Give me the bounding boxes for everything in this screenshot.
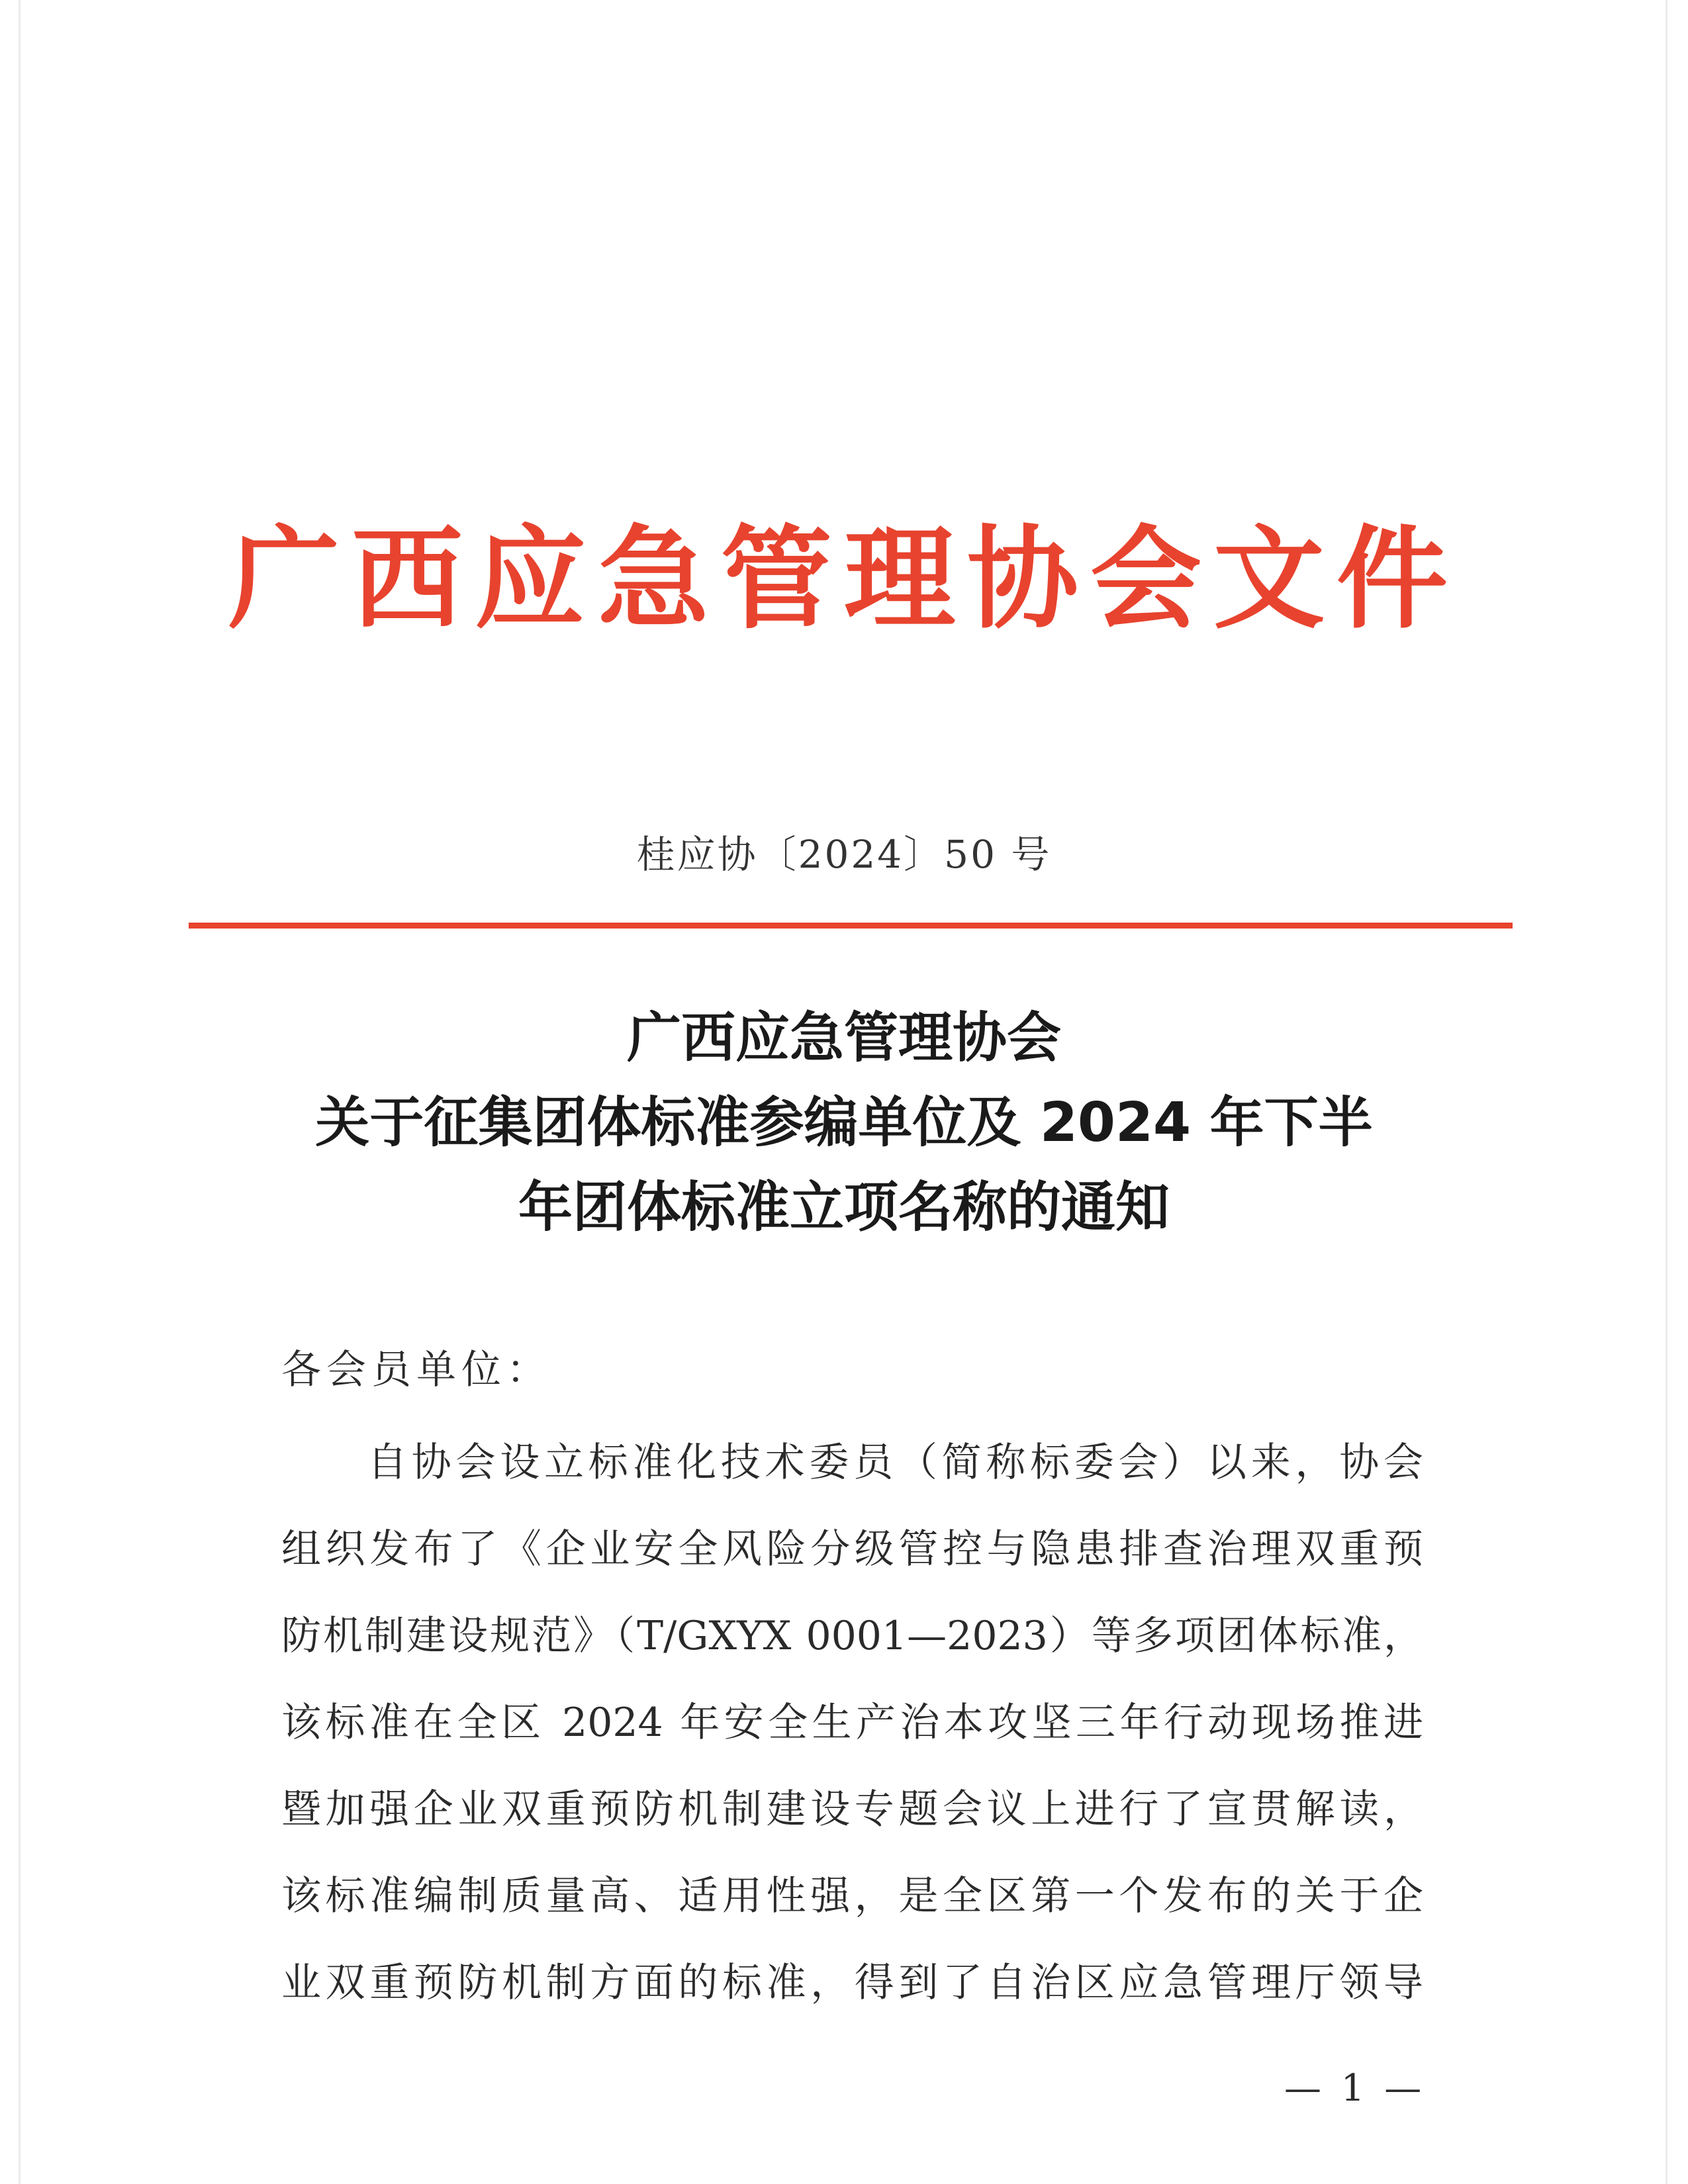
body-line: 自协会设立标准化技术委员（简称标委会）以来，协会 xyxy=(367,1439,1423,1486)
red-divider-rule xyxy=(189,923,1513,929)
masthead-title: 广西应急管理协会文件 xyxy=(228,513,1460,644)
notice-title xyxy=(0,996,1688,1250)
body-text xyxy=(281,1436,1423,2043)
title-line: 年团体标准立项名称的通知 xyxy=(518,1176,1170,1239)
body-line: 该标准编制质量高、适用性强，是全区第一个发布的关于企 xyxy=(281,1873,1423,1919)
body-line: 组织发布了《企业安全风险分级管控与隐患排查治理双重预 xyxy=(281,1526,1423,1572)
body-line: 暨加强企业双重预防机制建设专题会议上进行了宣贯解读， xyxy=(281,1786,1423,1833)
body-line: 防机制建设规范》（T/GXYX 0001—2023）等多项团体标准， xyxy=(281,1613,1423,1659)
salutation: 各会员单位： xyxy=(281,1347,551,1393)
page-number: — 1 — xyxy=(1284,2067,1426,2110)
title-line: 广西应急管理协会 xyxy=(626,1007,1061,1069)
body-line: 该标准在全区 2024 年安全生产治本攻坚三年行动现场推进 xyxy=(281,1700,1423,1746)
body-line: 业双重预防机制方面的标准，得到了自治区应急管理厅领导 xyxy=(281,1960,1423,2006)
title-line: 关于征集团体标准参编单位及 2024 年下半 xyxy=(315,1091,1373,1154)
document-number: 桂应协〔2024〕50 号 xyxy=(636,832,1052,877)
